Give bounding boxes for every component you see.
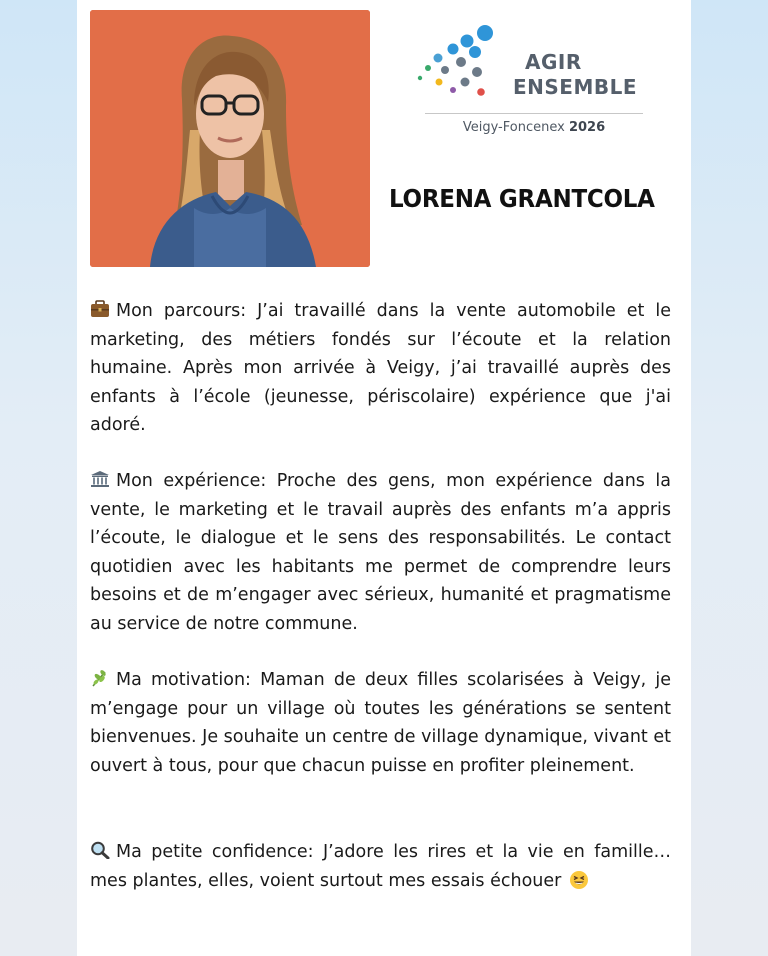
logo-place: Veigy-Foncenex: [462, 120, 565, 135]
section-motivation-text: Ma motivation: Maman de deux filles scolarisées à Veigy, je m’engage pour un village où toutes les générations se sentent bienvenues. Je souhaite un centre de village dynamique, vivant et ouvert à tous, pour que chacun puisse en profiter pleinement.: [90, 670, 671, 776]
candidate-photo: [90, 10, 370, 267]
section-parcours: [90, 297, 671, 440]
briefcase-icon: [90, 300, 112, 318]
logo-subtitle: [427, 120, 641, 135]
section-confidence-text: Ma petite confidence: J’adore les rires et la vie en famille… mes plantes, elles, voient surtout mes essais échouer: [90, 842, 671, 891]
grinning-squinting-face-icon: [569, 870, 591, 888]
profile-card: [77, 0, 691, 956]
section-experience: [90, 467, 671, 639]
logo-title-line1: AGIR: [525, 50, 582, 74]
classical-building-icon: [90, 470, 112, 488]
section-parcours-text: Mon parcours: J’ai travaillé dans la vente automobile et le marketing, des métiers fondés sur l’écoute et la relation humaine. Après mon arrivée à Veigy, j’ai travaillé auprès des enfants à l’école (jeunesse, périscolaire) expérience que j'ai adoré.: [90, 301, 671, 436]
campaign-logo: [415, 22, 655, 140]
magnifying-glass-icon: [90, 841, 112, 859]
herb-icon: [90, 669, 112, 687]
logo-divider: [425, 113, 643, 114]
logo-title-line2: ENSEMBLE: [513, 75, 638, 99]
logo-dots-icon: [415, 22, 505, 112]
candidate-name: LORENA GRANTCOLA: [389, 184, 655, 213]
logo-year: 2026: [568, 120, 606, 135]
section-motivation: [90, 666, 671, 780]
section-experience-text: Mon expérience: Proche des gens, mon expérience dans la vente, le marketing et le travail auprès des enfants m’a appris l’écoute, le dialogue et le sens des responsabilités. Le contact quotidien avec les habitants me permet de comprendre leurs besoins et de m’engager avec sérieux, humanité et pragmatisme au service de notre commune.: [90, 471, 671, 634]
section-confidence: [90, 838, 671, 895]
